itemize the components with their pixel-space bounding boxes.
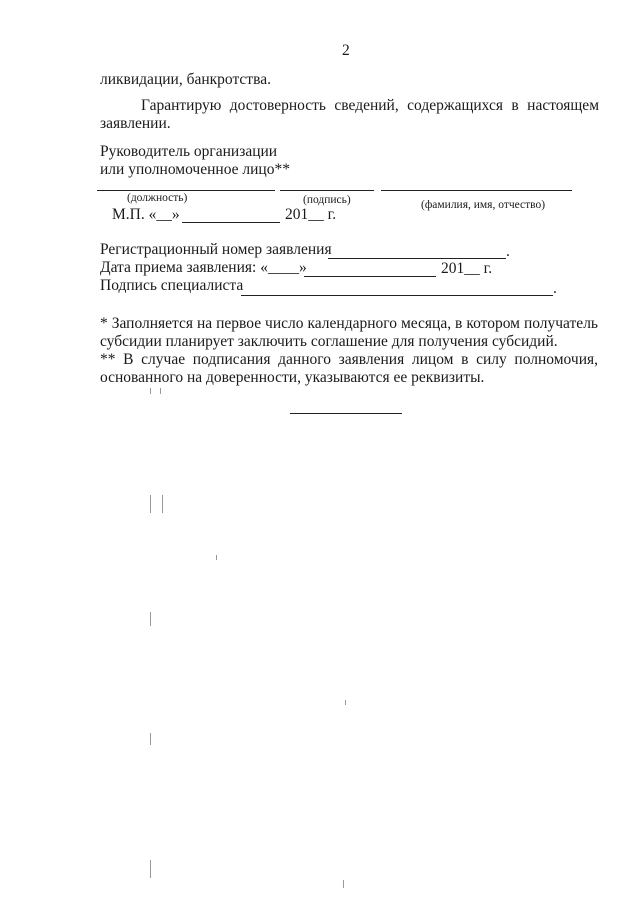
receipt-date-month-line[interactable] <box>304 276 436 277</box>
registration-end: . <box>506 243 510 260</box>
footnote-2-line-1: ** В случае подписания данного заявления лицом в силу полномочия, <box>100 351 598 368</box>
guarantee-line-2: заявлении. <box>100 115 171 132</box>
scan-speck <box>343 880 344 888</box>
continuation-text: ликвидации, банкротства. <box>100 71 271 88</box>
scan-speck <box>150 733 151 745</box>
scan-speck <box>345 700 346 705</box>
registration-number-field[interactable] <box>328 258 506 259</box>
caption-position: (должность) <box>127 192 188 204</box>
footnote-2-line-2: основанного на доверенности, указываются ее реквизиты. <box>100 369 485 386</box>
scan-speck <box>160 388 161 394</box>
page-number: 2 <box>342 42 350 59</box>
scan-speck <box>150 388 151 394</box>
signatory-line-2: или уполномоченное лицо** <box>100 161 290 178</box>
caption-signature: (подпись) <box>303 194 351 206</box>
scan-speck <box>150 495 151 513</box>
position-line <box>97 190 275 191</box>
scan-speck <box>216 555 217 560</box>
scan-speck <box>150 612 151 626</box>
footnote-1-line-1: * Заполняется на первое число календарного месяца, в котором получатель <box>100 315 598 332</box>
seal-date-month-line <box>182 222 280 223</box>
receipt-date-label: Дата приема заявления: «____» <box>100 259 307 276</box>
specialist-signature-label: Подпись специалиста <box>100 277 244 294</box>
signature-line <box>280 190 374 191</box>
scan-speck <box>150 860 151 878</box>
footnote-1-line-2: субсидии планирует заключить соглашение для получения субсидий. <box>100 333 558 350</box>
specialist-signature-field[interactable] <box>241 295 553 296</box>
receipt-date-year: 201__ г. <box>441 260 493 277</box>
full-name-line <box>381 190 572 191</box>
scan-speck <box>162 495 163 513</box>
guarantee-line-1: Гарантирую достоверность сведений, содержащихся в настоящем <box>141 97 599 114</box>
signatory-line-1: Руководитель организации <box>100 143 278 160</box>
specialist-signature-end: . <box>553 280 557 297</box>
seal-date-prefix: М.П. «__» <box>112 206 180 223</box>
caption-full-name: (фамилия, имя, отчество) <box>421 199 546 211</box>
registration-label: Регистрационный номер заявления <box>100 241 332 258</box>
closing-separator <box>290 413 402 414</box>
seal-date-year: 201__ г. <box>285 206 337 223</box>
